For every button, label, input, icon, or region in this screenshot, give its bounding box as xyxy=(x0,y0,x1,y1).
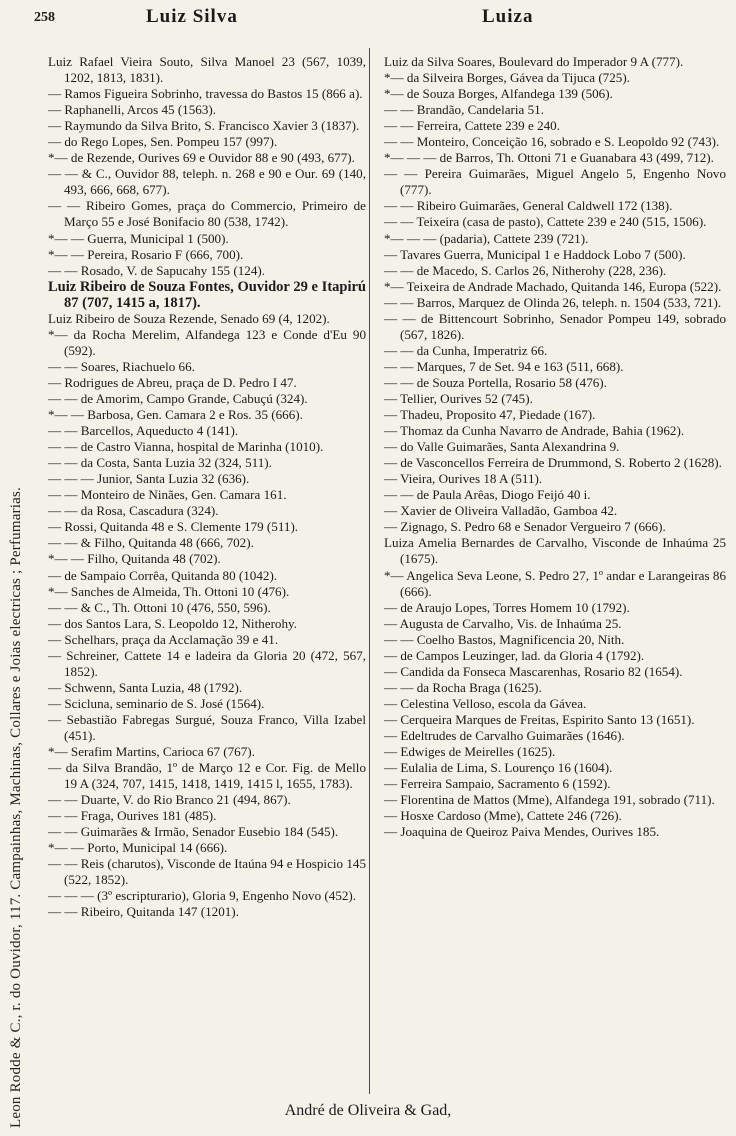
directory-entry: — Thomaz da Cunha Navarro de Andrade, Bahia (1962). xyxy=(384,423,685,439)
directory-entry: — Cerqueira Marques de Freitas, Espirito Santo 13 (1651). xyxy=(384,711,695,727)
directory-entry: — — Soares, Riachuelo 66. xyxy=(48,358,195,374)
directory-entry: — Joaquina de Queiroz Paiva Mendes, Ourives 185. xyxy=(384,824,660,840)
directory-entry: *— — Filho, Quitanda 48 (702). xyxy=(48,551,221,567)
directory-entry: — Edwiges de Meirelles (1625). xyxy=(384,744,556,760)
directory-entry: Luiz Ribeiro de Souza Rezende, Senado 69 (4, 1202). xyxy=(48,310,330,326)
column-divider xyxy=(369,48,370,1094)
right-running-head: Luiza xyxy=(482,6,534,27)
directory-entry: *— Teixeira de Andrade Machado, Quitanda 146, Europa (522). xyxy=(384,278,722,294)
directory-entry: — Celestina Velloso, escola da Gávea. xyxy=(384,695,587,711)
directory-entry: — do Rego Lopes, Sen. Pompeu 157 (997). xyxy=(48,134,278,150)
directory-entry: — — Ribeiro Guimarães, General Caldwell 172 (138). xyxy=(384,198,673,214)
directory-entry: — — Duarte, V. do Rio Branco 21 (494, 867). xyxy=(48,792,291,808)
directory-entry: — Rodrigues de Abreu, praça de D. Pedro I 47. xyxy=(48,374,297,390)
directory-entry: — do Valle Guimarães, Santa Alexandrina 9. xyxy=(384,439,620,455)
directory-entry: — — Reis (charutos), Visconde de Itaúna 94 e Hospicio 145 (522, 1852). xyxy=(48,856,366,888)
directory-entry: — — Rosado, V. de Sapucahy 155 (124). xyxy=(48,262,265,278)
directory-entry: — — da Rocha Braga (1625). xyxy=(384,679,542,695)
margin-advertisement: Leon Rodde & C., r. do Ouvidor, 117. Campainhas, Machinas, Collares e Joias electricas ; Perfumarias. xyxy=(8,487,24,1128)
directory-entry: — — da Cunha, Imperatriz 66. xyxy=(384,342,548,358)
directory-entry: *— de Souza Borges, Alfandega 139 (506). xyxy=(384,86,613,102)
directory-entry: — Raymundo da Silva Brito, S. Francisco Xavier 3 (1837). xyxy=(48,118,360,134)
directory-entry: — Sebastião Fabregas Surgué, Souza Franco, Villa Izabel (451). xyxy=(48,711,366,743)
left-column xyxy=(40,54,366,921)
directory-entry: — Schwenn, Santa Luzia, 48 (1792). xyxy=(48,679,243,695)
directory-entry: — Edeltrudes de Carvalho Guimarães (1646). xyxy=(384,727,625,743)
directory-entry: — — & C., Th. Ottoni 10 (476, 550, 596). xyxy=(48,599,271,615)
directory-entry: — — Barcellos, Aqueducto 4 (141). xyxy=(48,423,239,439)
directory-entry: — — Fraga, Ourives 181 (485). xyxy=(48,808,217,824)
directory-entry: — — de Bittencourt Sobrinho, Senador Pompeu 149, sobrado (567, 1826). xyxy=(384,310,726,342)
directory-entry: — — Monteiro de Ninães, Gen. Camara 161. xyxy=(48,487,287,503)
directory-entry: — — — Junior, Santa Luzia 32 (636). xyxy=(48,471,250,487)
directory-entry: — — da Rosa, Cascadura (324). xyxy=(48,503,219,519)
directory-entry: — — Teixeira (casa de pasto), Cattete 239 e 240 (515, 1506). xyxy=(384,214,707,230)
directory-entry: — — Marques, 7 de Set. 94 e 163 (511, 668). xyxy=(384,358,624,374)
directory-entry: — — Pereira Guimarães, Miguel Angelo 5, Engenho Novo (777). xyxy=(384,166,726,198)
directory-entry: — Raphanelli, Arcos 45 (1563). xyxy=(48,102,217,118)
directory-entry: — — de Paula Arêas, Diogo Feijó 40 i. xyxy=(384,487,591,503)
directory-entry: — — Guimarães & Irmão, Senador Eusebio 184 (545). xyxy=(48,824,339,840)
directory-entry: — — de Macedo, S. Carlos 26, Nitherohy (228, 236). xyxy=(384,262,667,278)
directory-entry: — Ferreira Sampaio, Sacramento 6 (1592). xyxy=(384,776,611,792)
directory-entry: Luiza Amelia Bernardes de Carvalho, Visconde de Inhaúma 25 (1675). xyxy=(384,535,726,567)
directory-entry: — — Coelho Bastos, Magnificencia 20, Nith. xyxy=(384,631,625,647)
directory-entry: — — de Amorim, Campo Grande, Cabuçú (324). xyxy=(48,390,308,406)
directory-entry: — Augusta de Carvalho, Vis. de Inhaúma 25. xyxy=(384,615,622,631)
directory-entry: — Ramos Figueira Sobrinho, travessa do Bastos 15 (866 a). xyxy=(48,86,363,102)
directory-entry: — — & C., Ouvidor 88, teleph. n. 268 e 90 e Our. 69 (140, 493, 666, 668, 677). xyxy=(48,166,366,198)
directory-entry: *— — — de Barros, Th. Ottoni 71 e Guanabara 43 (499, 712). xyxy=(384,150,714,166)
directory-entry: *— de Rezende, Ourives 69 e Ouvidor 88 e 90 (493, 677). xyxy=(48,150,355,166)
page-footer: André de Oliveira & Gad, xyxy=(284,1102,452,1119)
directory-entry: *— — — (padaria), Cattete 239 (721). xyxy=(384,230,589,246)
directory-entry: — de Araujo Lopes, Torres Homem 10 (1792). xyxy=(384,599,630,615)
directory-entry: — Zignago, S. Pedro 68 e Senador Vergueiro 7 (666). xyxy=(384,519,666,535)
directory-entry: *— Serafim Martins, Carioca 67 (767). xyxy=(48,744,255,760)
directory-entry: — — Barros, Marquez de Olinda 26, teleph. n. 1504 (533, 721). xyxy=(384,294,722,310)
directory-entry: — Schreiner, Cattete 14 e ladeira da Gloria 20 (472, 567, 1852). xyxy=(48,647,366,679)
directory-entry: *— Sanches de Almeida, Th. Ottoni 10 (476). xyxy=(48,583,290,599)
directory-entry: — — Ferreira, Cattete 239 e 240. xyxy=(384,118,560,134)
directory-entry: — — Brandão, Candelaria 51. xyxy=(384,102,544,118)
directory-entry: — Florentina de Mattos (Mme), Alfandega 191, sobrado (711). xyxy=(384,792,715,808)
directory-entry: — Thadeu, Proposito 47, Piedade (167). xyxy=(384,407,596,423)
directory-entry: — da Silva Brandão, 1º de Março 12 e Cor. Fig. de Mello 19 A (324, 707, 1415, 1418, 1419, 1415 l, 1655, 1783). xyxy=(48,760,366,792)
directory-entry: Luiz Ribeiro de Souza Fontes, Ouvidor 29 e Itapirú 87 (707, 1415 a, 1817). xyxy=(48,278,366,311)
directory-entry: — — Monteiro, Conceição 16, sobrado e S. Leopoldo 92 (743). xyxy=(384,134,720,150)
directory-entry: *— — Barbosa, Gen. Camara 2 e Ros. 35 (666). xyxy=(48,407,303,423)
directory-entry: — Xavier de Oliveira Valladão, Gamboa 42. xyxy=(384,503,618,519)
directory-entry: — de Sampaio Corrêa, Quitanda 80 (1042). xyxy=(48,567,278,583)
directory-entry: — Eulalia de Lima, S. Lourenço 16 (1604). xyxy=(384,760,613,776)
directory-entry: — — — (3º escripturario), Gloria 9, Engenho Novo (452). xyxy=(48,888,357,904)
directory-entry: — — Ribeiro, Quitanda 147 (1201). xyxy=(48,904,239,920)
directory-entry: — Rossi, Quitanda 48 e S. Clemente 179 (511). xyxy=(48,519,299,535)
directory-entry: — de Campos Leuzinger, lad. da Gloria 4 (1792). xyxy=(384,647,645,663)
directory-entry: — — da Costa, Santa Luzia 32 (324, 511). xyxy=(48,455,272,471)
directory-entry: — Tellier, Ourives 52 (745). xyxy=(384,390,533,406)
directory-entry: *— — Guerra, Municipal 1 (500). xyxy=(48,230,229,246)
directory-entry: — Hosxe Cardoso (Mme), Cattete 246 (726). xyxy=(384,808,622,824)
page-header xyxy=(0,4,736,30)
directory-entry: — Schelhars, praça da Acclamação 39 e 41. xyxy=(48,631,279,647)
directory-entry: *— da Rocha Merelim, Alfandega 123 e Conde d'Eu 90 (592). xyxy=(48,326,366,358)
directory-entry: *— — Porto, Municipal 14 (666). xyxy=(48,840,228,856)
directory-entry: Luiz Rafael Vieira Souto, Silva Manoel 23 (567, 1039, 1202, 1813, 1831). xyxy=(48,54,366,86)
page-number: 258 xyxy=(34,10,55,25)
directory-entry: — — Ribeiro Gomes, praça do Commercio, Primeiro de Março 55 e José Bonifacio 80 (538, 1742). xyxy=(48,198,366,230)
directory-entry: — — de Castro Vianna, hospital de Marinha (1010). xyxy=(48,439,324,455)
directory-entry: — — & Filho, Quitanda 48 (666, 702). xyxy=(48,535,254,551)
directory-entry: — — de Souza Portella, Rosario 58 (476). xyxy=(384,374,607,390)
directory-entry: *— — Pereira, Rosario F (666, 700). xyxy=(48,246,244,262)
right-column xyxy=(376,54,726,840)
left-running-head: Luiz Silva xyxy=(146,6,238,27)
directory-entry: — Candida da Fonseca Mascarenhas, Rosario 82 (1654). xyxy=(384,663,683,679)
directory-entry: *— da Silveira Borges, Gávea da Tijuca (725). xyxy=(384,70,630,86)
directory-entry: *— Angelica Seva Leone, S. Pedro 27, 1º andar e Larangeiras 86 (666). xyxy=(384,567,726,599)
directory-entry: — Tavares Guerra, Municipal 1 e Haddock Lobo 7 (500). xyxy=(384,246,686,262)
directory-entry: — Scicluna, seminario de S. José (1564). xyxy=(48,695,265,711)
directory-entry: — dos Santos Lara, S. Leopoldo 12, Nitherohy. xyxy=(48,615,297,631)
directory-entry: — Vieira, Ourives 18 A (511). xyxy=(384,471,543,487)
directory-entry: — de Vasconcellos Ferreira de Drummond, S. Roberto 2 (1628). xyxy=(384,455,722,471)
directory-entry: Luiz da Silva Soares, Boulevard do Imperador 9 A (777). xyxy=(384,54,684,69)
